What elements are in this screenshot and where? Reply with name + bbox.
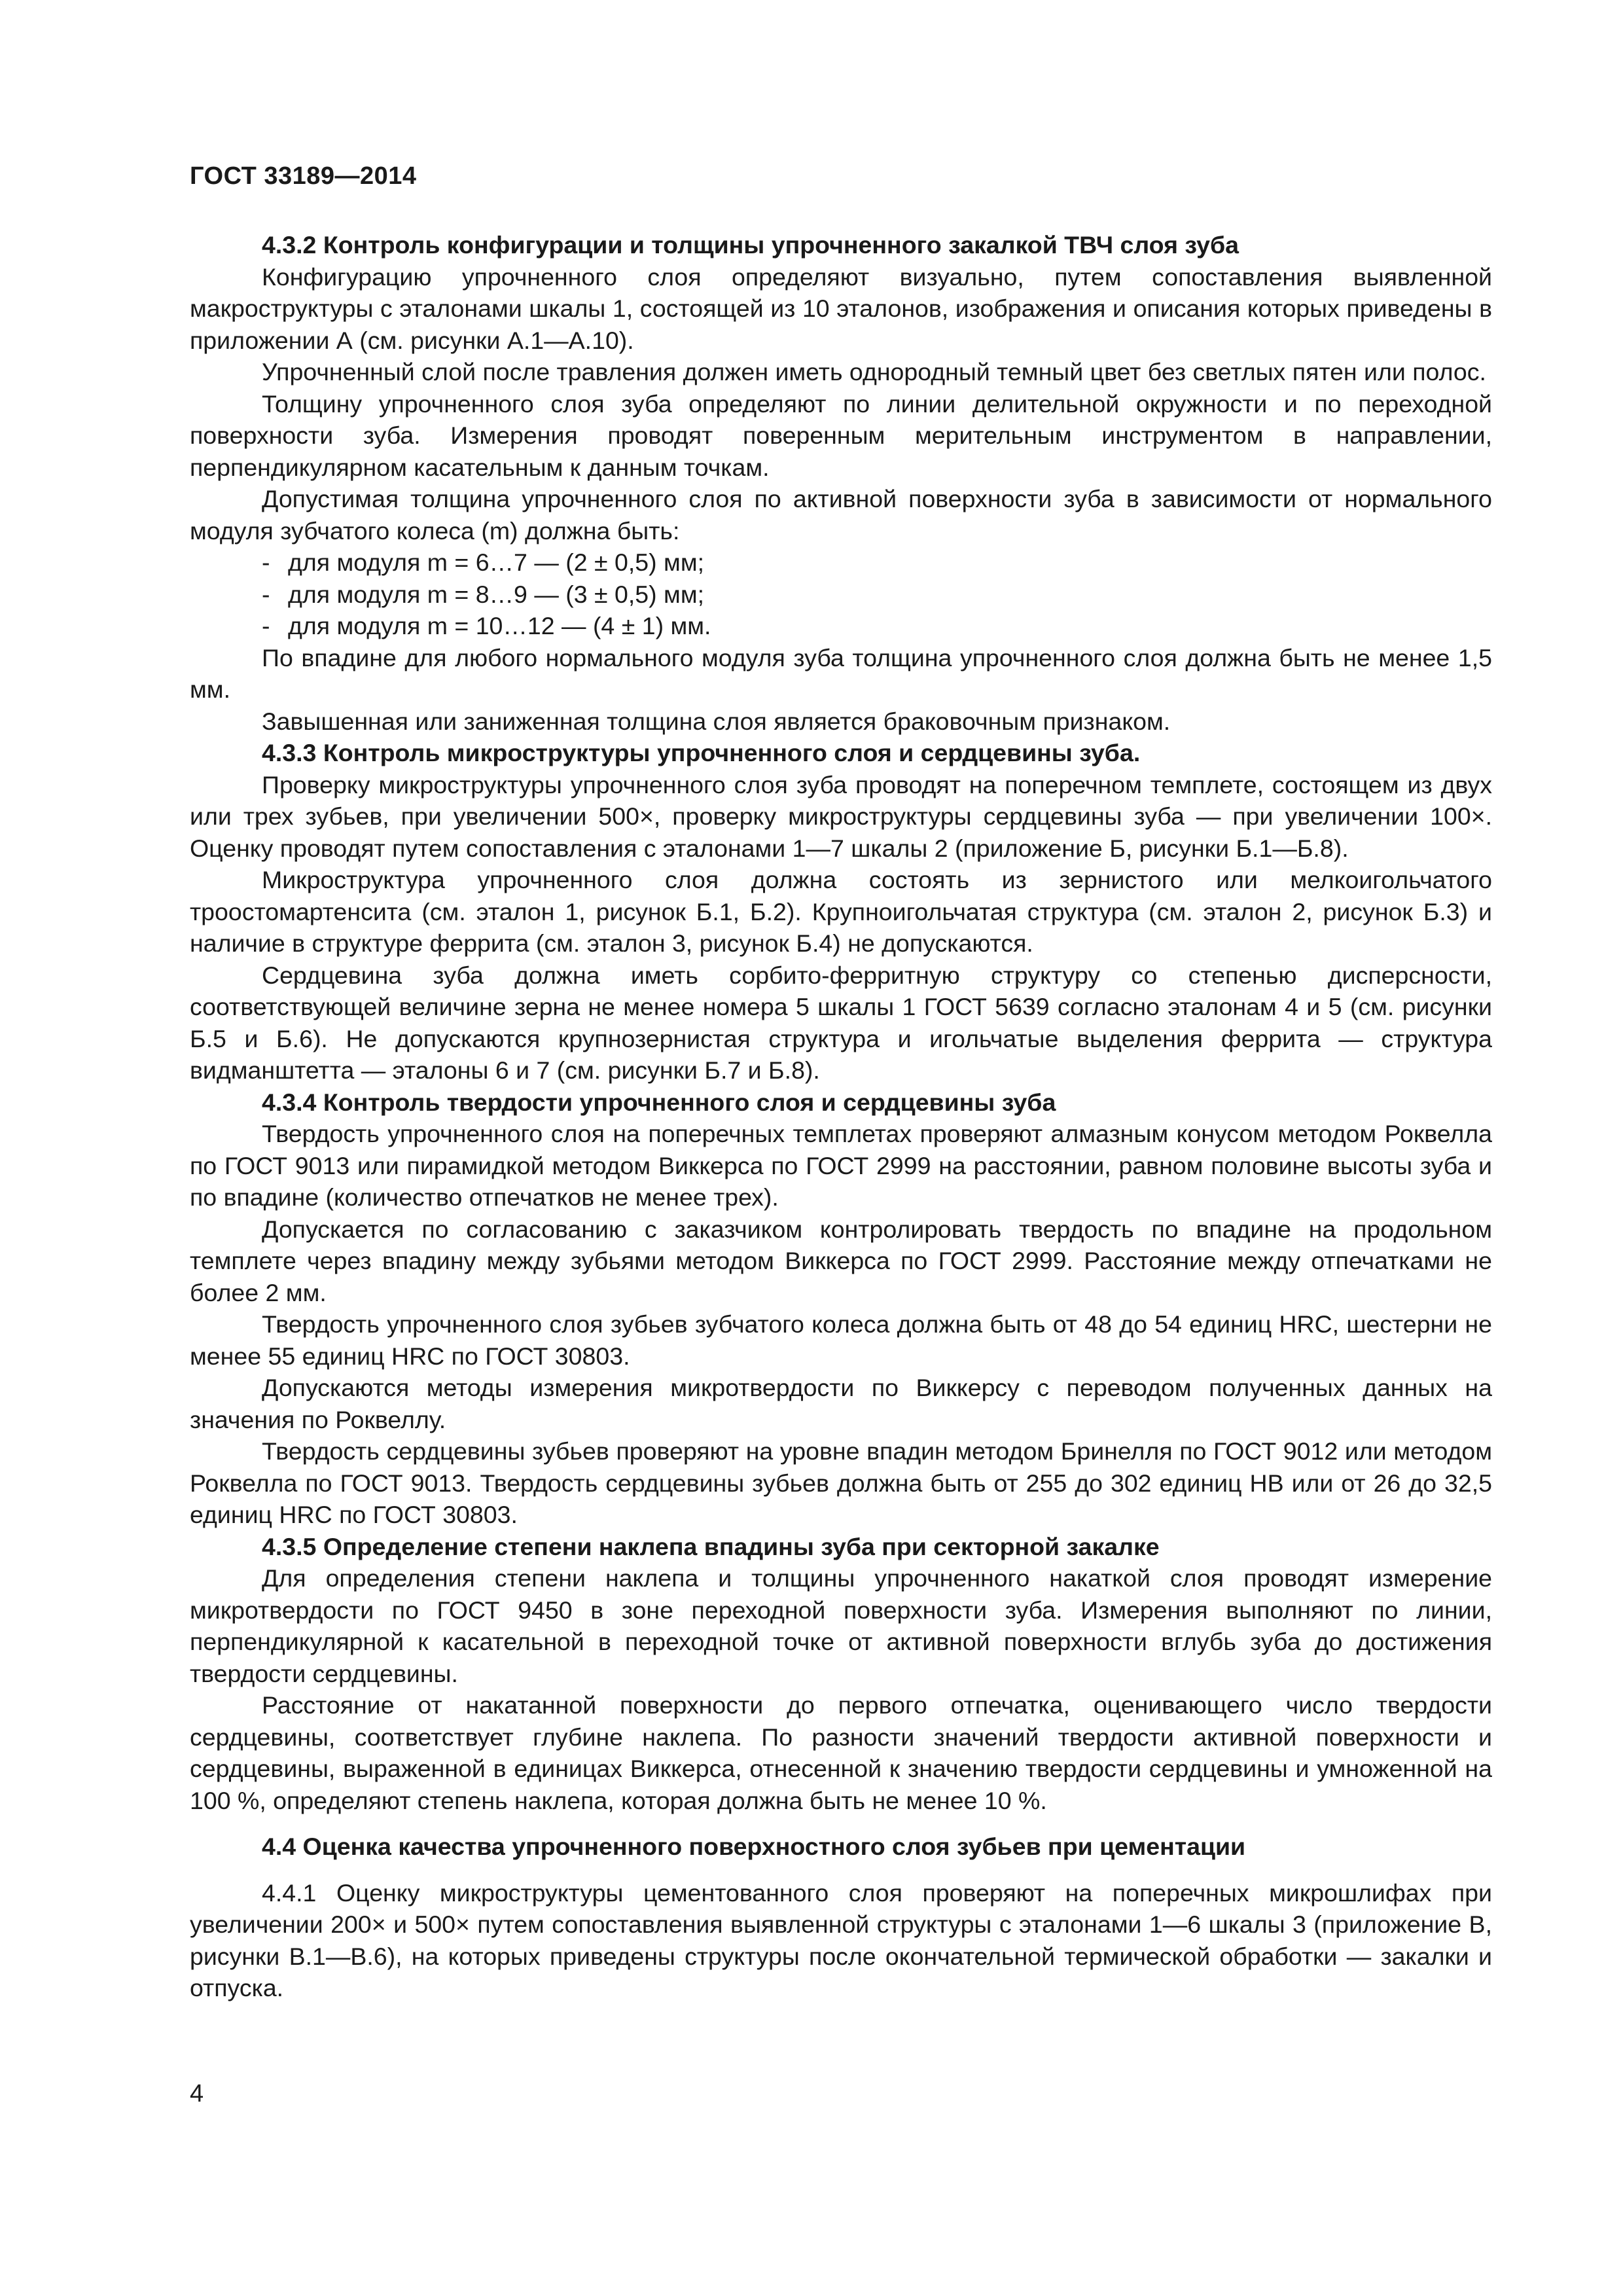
section-heading-4-3-4: 4.3.4 Контроль твердости упрочненного слоя и сердцевины зуба [262, 1088, 1056, 1116]
paragraph: Твердость упрочненного слоя зубьев зубчатого колеса должна быть от 48 до 54 единиц HRC, шестерни не менее 55 единиц HRC по ГОСТ 30803. [190, 1310, 1492, 1370]
paragraph: Допускается по согласованию с заказчиком контролировать твердость по впадине на продольном темплете через впадину между зубьями методом Виккерса по ГОСТ 2999. Расстояние между отпечатками не более 2 мм. [190, 1215, 1492, 1306]
paragraph: Допустимая толщина упрочненного слоя по активной поверхности зуба в зависимости от нормального модуля зубчатого колеса (m) должна быть: [190, 485, 1492, 545]
paragraph: Микроструктура упрочненного слоя должна состоять из зернистого или мелкоигольчатого троостомартенсита (см. эталон 1, рисунок Б.1, Б.2). Крупноигольчатая структура (см. эталон 2, рисунок Б.3) и наличие в структуре феррита (см. эталон 3, рисунок Б.4) не допускаются. [190, 866, 1492, 957]
list-item-text: для модуля m = 8…9 — (3 ± 0,5) мм; [288, 580, 705, 608]
list-item-text: для модуля m = 10…12 — (4 ± 1) мм. [288, 612, 711, 639]
paragraph: По впадине для любого нормального модуля зуба толщина упрочненного слоя должна быть не менее 1,5 мм. [190, 643, 1492, 703]
list-item [190, 547, 1492, 579]
paragraph: Расстояние от накатанной поверхности до первого отпечатка, оценивающего число твердости сердцевины, соответствует глубине наклепа. По разности значений твердости активной поверхности и сердцевины, выраженной в единицах Виккерса, отнесенной к значению твердости сердцевины и умноженной на 100 %, определяют степень наклепа, которая должна быть не менее 10 %. [190, 1691, 1492, 1814]
paragraph: Твердость сердцевины зубьев проверяют на уровне впадин методом Бринелля по ГОСТ 9012 или методом Роквелла по ГОСТ 9013. Твердость сердцевины зубьев должна быть от 255 до 302 единиц НВ или от 26 до 32,5 единиц HRC по ГОСТ 30803. [190, 1437, 1492, 1528]
paragraph: Для определения степени наклепа и толщины упрочненного накаткой слоя проводят измерение микротвердости по ГОСТ 9450 в зоне переходной поверхности зуба. Измерения выполняют по линии, перпендикулярной к касательной в переходной точке от активной поверхности вглубь зуба до достижения твердости сердцевины. [190, 1564, 1492, 1687]
list-item [190, 579, 1492, 611]
section-heading-4-3-2: 4.3.2 Контроль конфигурации и толщины упрочненного закалкой ТВЧ слоя зуба [262, 231, 1239, 259]
paragraph: Конфигурацию упрочненного слоя определяют визуально, путем сопоставления выявленной макроструктуры с эталонами шкалы 1, состоящей из 10 эталонов, изображения и описания которых приведены в приложении А (см. рисунки А.1—А.10). [190, 262, 1492, 354]
paragraph: 4.4.1 Оценку микроструктуры цементованного слоя проверяют на поперечных микрошлифах при увеличении 200× и 500× путем сопоставления выявленной структуры с эталонами 1—6 шкалы 3 (приложение В, рисунки В.1—В.6), на которых приведены структуры после окончательной термической обработки — закалки и отпуска. [190, 1878, 1492, 2001]
paragraph: Завышенная или заниженная толщина слоя является браковочным признаком. [262, 707, 1171, 735]
paragraph: Проверку микроструктуры упрочненного слоя зуба проводят на поперечном темплете, состоящем из двух или трех зубьев, при увеличении 500×, проверку микроструктуры сердцевины зуба — при увеличении 100×. Оценку проводят путем сопоставления с эталонами 1—7 шкалы 2 (приложение Б, рисунки Б.1—Б.8). [190, 770, 1492, 862]
paragraph: Допускаются методы измерения микротвердости по Виккерсу с переводом полученных данных на значения по Роквеллу. [190, 1374, 1492, 1433]
section-heading-4-3-3: 4.3.3 Контроль микроструктуры упрочненного слоя и сердцевины зуба. [262, 739, 1141, 766]
paragraph: Толщину упрочненного слоя зуба определяют по линии делительной окружности и по переходной поверхности зуба. Измерения проводят поверенным мерительным инструментом в направлении, перпендикулярном касательным к данным точкам. [190, 389, 1492, 481]
section-heading-4-4: 4.4 Оценка качества упрочненного поверхностного слоя зубьев при цементации [262, 1833, 1246, 1860]
document-body [190, 229, 1492, 2004]
page-header: ГОСТ 33189—2014 [190, 162, 417, 190]
page-number: 4 [190, 2080, 204, 2108]
paragraph: Сердцевина зуба должна иметь сорбито-ферритную структуру со степенью дисперсности, соответствующей величине зерна не менее номера 5 шкалы 1 ГОСТ 5639 согласно эталонам 4 и 5 (см. рисунки Б.5 и Б.6). Не допускаются крупнозернистая структура и игольчатые выделения феррита — структура видманштетта — эталоны 6 и 7 (см. рисунки Б.7 и Б.8). [190, 961, 1492, 1084]
paragraph: Упрочненный слой после травления должен иметь однородный темный цвет без светлых пятен или полос. [262, 358, 1486, 386]
paragraph: Твердость упрочненного слоя на поперечных темплетах проверяют алмазным конусом методом Роквелла по ГОСТ 9013 или пирамидкой методом Виккерса по ГОСТ 2999 на расстоянии, равном половине высоты зуба и по впадине (количество отпечатков не менее трех). [190, 1120, 1492, 1211]
section-heading-4-3-5: 4.3.5 Определение степени наклепа впадины зуба при секторной закалке [262, 1532, 1160, 1560]
list-item-text: для модуля m = 6…7 — (2 ± 0,5) мм; [288, 548, 705, 576]
list-item [190, 610, 1492, 642]
